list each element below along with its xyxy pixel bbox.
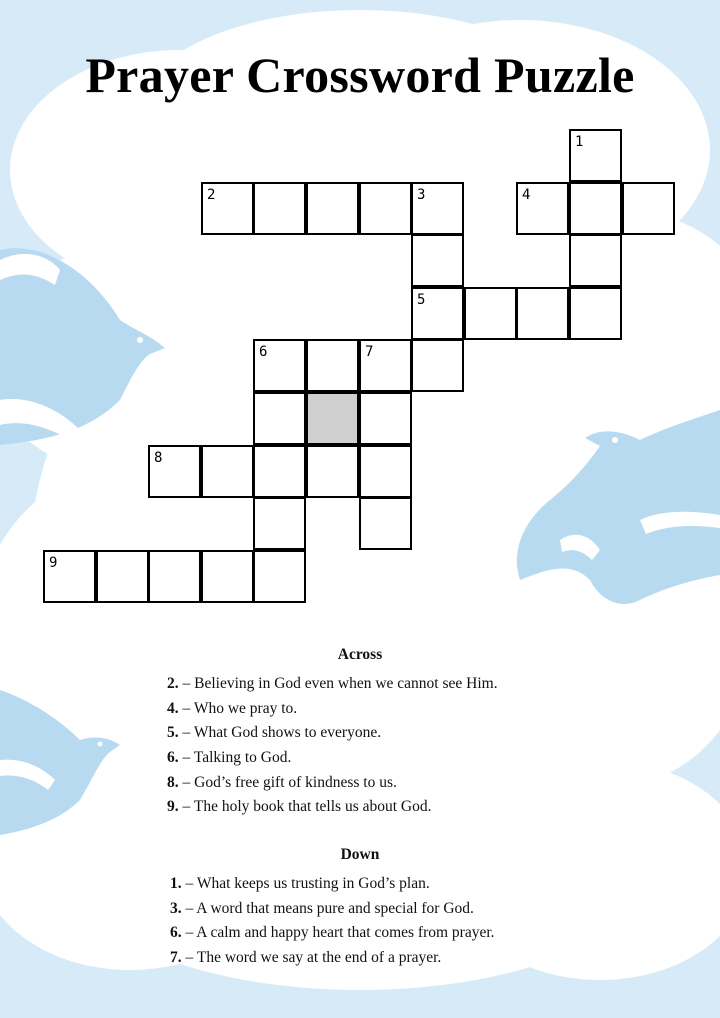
across-clues <box>0 646 720 820</box>
crossword-cell[interactable] <box>411 287 464 340</box>
clue-number: 6. <box>170 924 182 942</box>
crossword-cell[interactable] <box>411 234 464 287</box>
cell-number: 5 <box>417 292 426 308</box>
crossword-cell[interactable] <box>464 287 517 340</box>
across-clue <box>167 771 720 796</box>
crossword-cell[interactable] <box>201 445 254 498</box>
crossword-cell[interactable] <box>411 339 464 392</box>
crossword-cell[interactable] <box>148 445 201 498</box>
clue-text: – God’s free gift of kindness to us. <box>178 773 397 791</box>
cell-number: 3 <box>417 187 426 203</box>
crossword-cell[interactable] <box>569 234 622 287</box>
clue-number: 5. <box>167 724 179 742</box>
clue-text: – A word that means pure and special for God. <box>181 899 474 917</box>
crossword-cell[interactable] <box>516 287 569 340</box>
clue-text: – A calm and happy heart that comes from prayer. <box>181 924 495 942</box>
down-clue <box>170 921 720 946</box>
crossword-cell[interactable] <box>359 497 412 550</box>
crossword-cell[interactable] <box>253 182 306 235</box>
crossword-cell[interactable] <box>359 392 412 445</box>
across-clue <box>167 721 720 746</box>
clue-text: – The word we say at the end of a prayer. <box>181 949 442 967</box>
crossword-cell[interactable] <box>148 550 201 603</box>
cell-number: 2 <box>207 187 216 203</box>
page-title: Prayer Crossword Puzzle <box>85 47 635 103</box>
crossword-cell[interactable] <box>253 550 306 603</box>
clue-text: – Who we pray to. <box>178 699 298 717</box>
clue-text: – What keeps us trusting in God’s plan. <box>181 875 430 892</box>
across-heading: Across <box>337 646 383 663</box>
clue-number: 1. <box>170 875 182 892</box>
cell-number: 6 <box>259 344 268 360</box>
crossword-cell[interactable] <box>569 182 622 235</box>
crossword-cell[interactable] <box>622 182 675 235</box>
down-clue <box>170 872 720 897</box>
clue-number: 7. <box>170 949 182 967</box>
crossword-cell[interactable] <box>306 445 359 498</box>
cell-number: 7 <box>365 344 374 360</box>
cell-number: 4 <box>522 187 531 203</box>
crossword-cell[interactable] <box>411 182 464 235</box>
crossword-cell[interactable] <box>253 392 306 445</box>
crossword-cell[interactable] <box>516 182 569 235</box>
crossword-cell[interactable] <box>569 287 622 340</box>
across-clue <box>167 672 720 697</box>
crossword-cell[interactable] <box>253 445 306 498</box>
across-clue <box>167 795 720 820</box>
clue-text: – The holy book that tells us about God. <box>178 798 432 816</box>
clue-text: – Talking to God. <box>178 749 292 767</box>
cell-number: 8 <box>154 450 163 466</box>
crossword-cell[interactable] <box>306 339 359 392</box>
down-clues <box>0 846 720 971</box>
clue-number: 4. <box>167 699 179 717</box>
blocked-cell <box>306 392 359 445</box>
across-clue <box>167 746 720 771</box>
crossword-cell[interactable] <box>306 182 359 235</box>
clue-text: – Believing in God even when we cannot see Him. <box>178 675 498 692</box>
clue-number: 6. <box>167 749 179 767</box>
crossword-cell[interactable] <box>359 339 412 392</box>
down-heading: Down <box>340 846 380 863</box>
down-clue <box>170 946 720 971</box>
clue-number: 9. <box>167 798 179 816</box>
crossword-cell[interactable] <box>96 550 149 603</box>
crossword-cell[interactable] <box>253 339 306 392</box>
across-clue <box>167 697 720 722</box>
crossword-cell[interactable] <box>359 445 412 498</box>
clue-number: 3. <box>170 899 182 917</box>
crossword-cell[interactable] <box>201 182 254 235</box>
crossword-cell[interactable] <box>253 497 306 550</box>
crossword-cell[interactable] <box>43 550 96 603</box>
clue-number: 2. <box>167 675 179 692</box>
down-clue <box>170 897 720 922</box>
cell-number: 9 <box>49 555 58 571</box>
clue-number: 8. <box>167 773 179 791</box>
cell-number: 1 <box>575 134 584 150</box>
crossword-cell[interactable] <box>201 550 254 603</box>
clue-text: – What God shows to everyone. <box>178 724 382 742</box>
crossword-cell[interactable] <box>359 182 412 235</box>
crossword-cell[interactable] <box>569 129 622 182</box>
